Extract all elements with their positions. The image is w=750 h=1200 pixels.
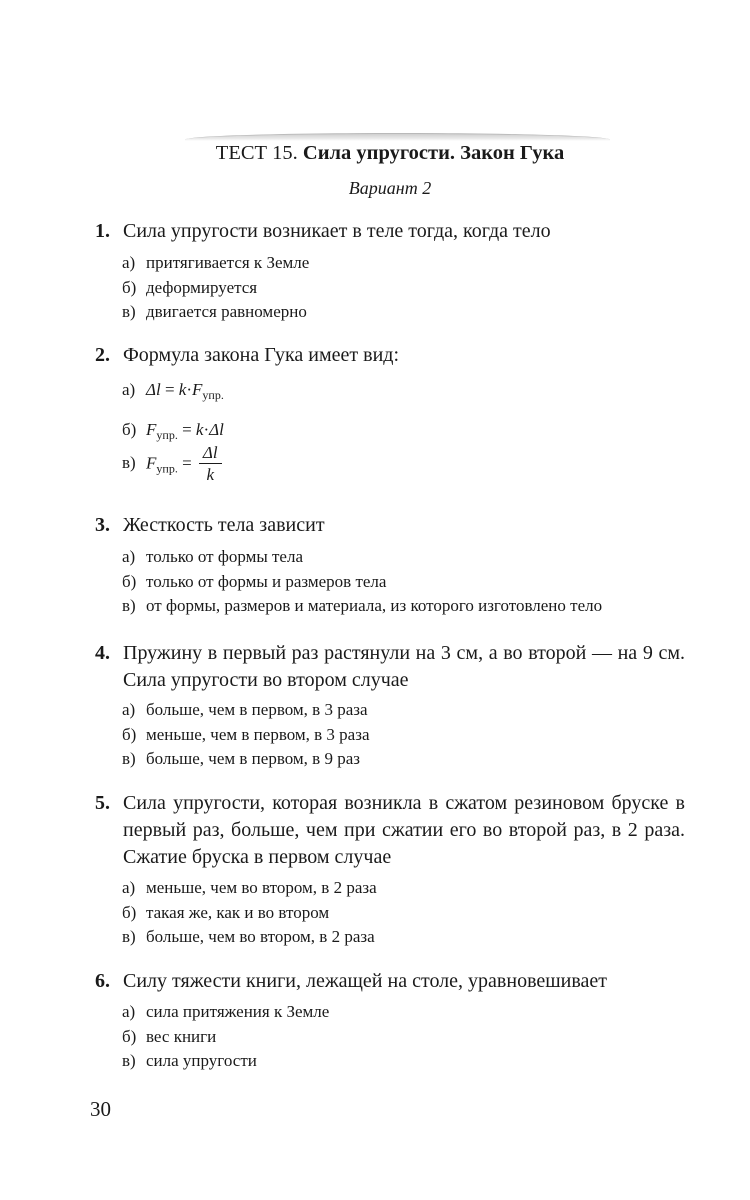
test-topic: Сила упругости. Закон Гука [302,142,565,164]
formula-option-b: б) $F_{упр.} = k\cdot\Delta l$ [122,420,224,442]
question-number: 2. [95,344,110,366]
question-text: Пружину в первый раз растянули на 3 см, а во второй — на 9 см. Сила упругости во втором случае [123,642,685,691]
test-title [0,140,750,166]
option-b: б) вес книги [122,1026,217,1046]
question-number: 1. [95,220,110,242]
option-c: в) больше, чем в первом, в 9 раз [122,749,360,768]
option-a: а) больше, чем в первом, в 3 раза [122,700,368,719]
question-number: 5. [95,792,110,814]
option-b: б) деформируется [122,277,258,297]
question-4-options [122,698,692,772]
option-a: а) притягивается к Земле [122,253,310,272]
question-number: 3. [95,514,110,536]
question-text: Формула закона Гука имеет вид: [123,344,400,366]
option-c: в) больше, чем во втором, в 2 раза [122,927,375,946]
variant-label: Вариант 2 [348,178,432,198]
option-a: а) меньше, чем во втором, в 2 раза [122,878,377,897]
formula-option-c: в) $F_{упр.}$ = $\frac{\Delta l}{k}$ [122,443,222,486]
option-a: а) только от формы тела [122,547,304,566]
option-b: б) такая же, как и во втором [122,902,330,922]
question-number: 4. [95,642,110,664]
question-4 [95,640,685,694]
question-number: 6. [95,970,110,992]
question-text: Силу тяжести книги, лежащей на столе, уравновешивает [123,970,608,992]
question-1 [95,218,685,245]
question-5-options [122,876,692,950]
question-3-options [122,545,692,619]
page-number: 30 [90,1097,111,1121]
formula-option-a: а) $\Delta l = k\cdot F_{упр.}$ [122,380,224,402]
test-label: ТЕСТ 15. [215,142,298,164]
option-b: б) только от формы и размеров тела [122,571,387,591]
option-c: в) двигается равномерно [122,302,307,321]
question-6-options [122,1000,692,1074]
question-text: Жесткость тела зависит [123,514,325,536]
question-text: Сила упругости возникает в теле тогда, когда тело [123,220,551,242]
question-2 [95,342,685,369]
question-1-options [122,251,692,325]
option-c: в) от формы, размеров и материала, из которого изготовлено тело [122,596,603,615]
question-5 [95,790,685,871]
option-a: а) сила притяжения к Земле [122,1002,330,1021]
question-text: Сила упругости, которая возникла в сжатом резиновом бруске в первый раз, больше, чем при сжатии его во второй раз, в 2 раза. Сжатие бруска в первом случае [123,792,685,868]
option-c: в) сила упругости [122,1051,257,1070]
fraction: $\frac{\Delta l}{k}$ [199,443,222,486]
question-3 [95,512,685,539]
option-b: б) меньше, чем в первом, в 3 раза [122,724,370,744]
question-6 [95,968,685,995]
